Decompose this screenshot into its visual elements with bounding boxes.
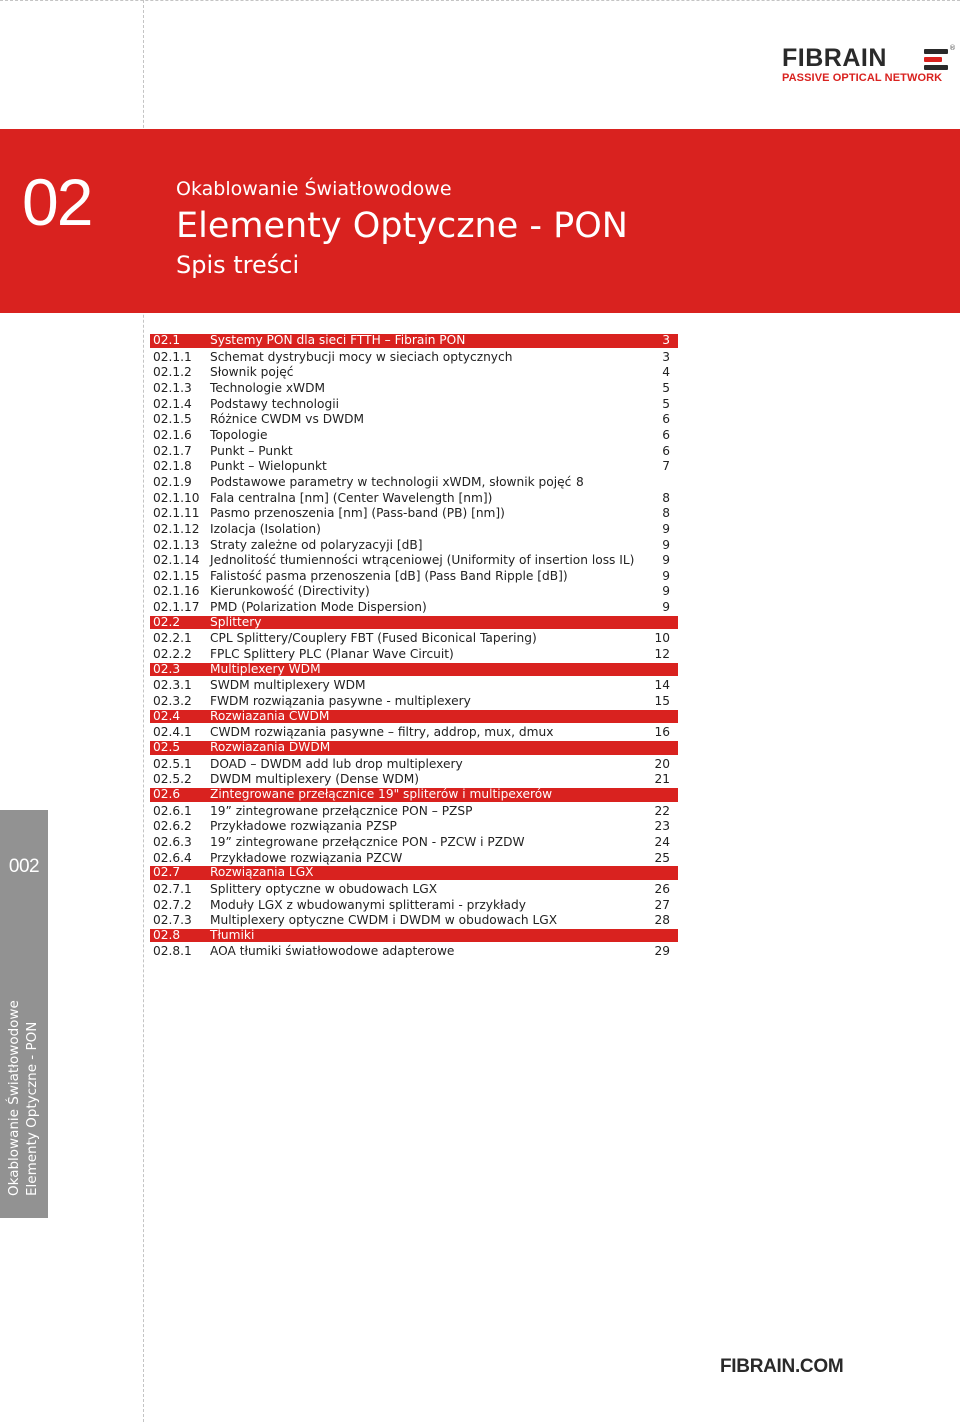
toc-page-number: 21 [654, 772, 670, 787]
toc-number: 02.1.5 [153, 412, 192, 427]
toc-entry-row [150, 350, 678, 366]
toc-number: 02.1.8 [153, 459, 192, 474]
toc-entry-row [150, 772, 678, 788]
vertical-titles [0, 990, 48, 1210]
page-number: 002 [8, 856, 40, 877]
toc-number: 02.1.11 [153, 506, 200, 521]
toc-entry-row [150, 678, 678, 694]
toc-number: 02.7 [153, 865, 181, 880]
toc-number: 02.6 [153, 786, 181, 801]
toc-page-number: 22 [654, 803, 670, 818]
toc-title: Systemy PON dla sieci FTTH – Fibrain PON [210, 333, 466, 347]
toc-number: 02.3 [153, 661, 181, 676]
toc-number: 02.1 [153, 333, 181, 347]
chapter-number: 02 [22, 165, 92, 239]
toc-page-number: 20 [654, 756, 670, 771]
side-strip [0, 810, 48, 1218]
toc-number: 02.6.2 [153, 819, 192, 834]
toc-entry-row [150, 412, 678, 428]
toc-number: 02.1.17 [153, 600, 200, 615]
logo-stripes-icon [924, 49, 948, 71]
toc-entry-row [150, 397, 678, 413]
toc-title: Kierunkowość (Directivity) [210, 584, 370, 599]
footer-website: FIBRAIN.COM [720, 1356, 844, 1377]
fibrain-logo [782, 42, 956, 92]
toc-section-row [150, 710, 678, 724]
toc-number: 02.1.10 [153, 490, 200, 505]
toc-number: 02.1.1 [153, 349, 192, 364]
toc-number: 02.1.13 [153, 537, 200, 552]
toc-page-number: 8 [662, 506, 670, 521]
toc-page-number: 8 [662, 490, 670, 505]
toc-number: 02.1.9 [153, 474, 192, 489]
toc-title: Multiplexery WDM [210, 661, 321, 676]
toc-number: 02.5.1 [153, 756, 192, 771]
toc-number: 02.5.2 [153, 772, 192, 787]
toc-entry-row [150, 522, 678, 538]
toc-number: 02.1.3 [153, 380, 192, 395]
toc-entry-row [150, 647, 678, 663]
toc-page-number: 16 [654, 725, 670, 740]
toc-page-number: 6 [662, 412, 670, 427]
toc-number: 02.2.1 [153, 631, 192, 646]
toc-page-number: 9 [662, 584, 670, 599]
toc-entry-row [150, 584, 678, 600]
toc-number: 02.2.2 [153, 647, 192, 662]
toc-entry-row [150, 569, 678, 585]
toc-number: 02.3.1 [153, 678, 192, 693]
toc-title: Rozwiazania DWDM [210, 740, 331, 754]
toc-title: Multiplexery optyczne CWDM i DWDM w obudowach LGX [210, 913, 558, 928]
toc-page-number: 24 [654, 834, 670, 849]
toc-entry-row [150, 819, 678, 835]
toc-entry-row [150, 944, 678, 960]
toc-title: 19” zintegrowane przełącznice PON - PZCW i PZDW [210, 834, 525, 849]
toc-page-number: 7 [662, 459, 670, 474]
toc-entry-row [150, 757, 678, 773]
toc-title: DWDM multiplexery (Dense WDM) [210, 772, 419, 787]
toc-page-number: 6 [662, 427, 670, 442]
vertical-title-line1: Okablowanie Światłowodowe [6, 1000, 22, 1196]
toc-page-number: 29 [654, 944, 670, 959]
toc-entry-row [150, 851, 678, 867]
toc-number: 02.1.2 [153, 365, 192, 380]
toc-title: Punkt – Punkt [210, 443, 293, 458]
toc-page-number: 5 [662, 396, 670, 411]
toc-entry-row [150, 506, 678, 522]
toc-number: 02.8 [153, 927, 181, 942]
toc-title: Podstawy technologii [210, 396, 339, 411]
registered-mark: ® [949, 44, 956, 52]
toc-entry-row [150, 444, 678, 460]
banner-title: Elementy Optyczne - PON [176, 206, 628, 246]
toc-entry-row [150, 725, 678, 741]
toc-title: 19” zintegrowane przełącznice PON – PZSP [210, 803, 473, 818]
toc-entry-row [150, 491, 678, 507]
toc-page-number: 23 [654, 819, 670, 834]
toc-section-row [150, 788, 678, 802]
toc-number: 02.1.6 [153, 427, 192, 442]
toc-title: Punkt – Wielopunkt [210, 459, 327, 474]
toc-page-number: 4 [662, 365, 670, 380]
vertical-title-line2: Elementy Optyczne - PON [24, 1021, 40, 1196]
toc-number: 02.6.1 [153, 803, 192, 818]
toc-page-number: 9 [662, 553, 670, 568]
toc-entry-row [150, 898, 678, 914]
toc-entry-row [150, 538, 678, 554]
toc-number: 02.4.1 [153, 725, 192, 740]
toc-page-number: 28 [654, 913, 670, 928]
logo-wordmark: FIBRAIN [782, 44, 887, 72]
toc-title: Izolacja (Isolation) [210, 521, 321, 536]
toc-number: 02.3.2 [153, 694, 192, 709]
toc-number: 02.1.12 [153, 521, 200, 536]
toc-title: FPLC Splittery PLC (Planar Wave Circuit) [210, 647, 454, 662]
crop-guide-top [0, 0, 960, 1]
toc-entry-row [150, 475, 678, 491]
toc-title: Falistość pasma przenoszenia [dB] (Pass Band Ripple [dB]) [210, 568, 568, 583]
toc-number: 02.4 [153, 708, 181, 723]
toc-title: CPL Splittery/Couplery FBT (Fused Biconical Tapering) [210, 631, 537, 646]
toc-title: Straty zależne od polaryzacyji [dB] [210, 537, 423, 552]
banner-category: Okablowanie Światłowodowe [176, 178, 452, 200]
toc-number: 02.1.4 [153, 396, 192, 411]
toc-entry-row [150, 913, 678, 929]
toc-number: 02.7.2 [153, 897, 192, 912]
toc-entry-row [150, 882, 678, 898]
toc-title: Splittery [210, 614, 262, 629]
toc-page-number: 15 [654, 694, 670, 709]
toc-number: 02.5 [153, 740, 181, 754]
toc-section-row [150, 741, 678, 755]
toc-entry-row [150, 365, 678, 381]
toc-title: Przykładowe rozwiązania PZSP [210, 819, 397, 834]
toc-title: Tłumiki [210, 927, 255, 942]
toc-title: Technologie xWDM [210, 380, 325, 395]
toc-title: Zintegrowane przełącznice 19" spliterów i multipexerów [210, 786, 553, 801]
toc-section-row [150, 334, 678, 348]
toc-page-number: 9 [662, 537, 670, 552]
toc-page-number: 5 [662, 380, 670, 395]
toc-entry-row [150, 631, 678, 647]
toc-title: AOA tłumiki światłowodowe adapterowe [210, 944, 455, 959]
toc-page-number: 6 [662, 443, 670, 458]
toc-entry-row [150, 553, 678, 569]
toc-section-row [150, 616, 678, 630]
toc-number: 02.1.15 [153, 568, 200, 583]
toc-number: 02.1.7 [153, 443, 192, 458]
toc-entry-row [150, 694, 678, 710]
toc-title: Przykładowe rozwiązania PZCW [210, 850, 403, 865]
toc-page-number: 26 [654, 881, 670, 896]
toc-entry-row [150, 804, 678, 820]
toc-page-number: 27 [654, 897, 670, 912]
toc-page-number: 10 [654, 631, 670, 646]
toc-title: Rozwiazania CWDM [210, 708, 330, 723]
toc-page-number: 12 [654, 647, 670, 662]
toc-section-row [150, 866, 678, 880]
toc-number: 02.8.1 [153, 944, 192, 959]
toc-entry-row [150, 381, 678, 397]
toc-title: Rozwiązania LGX [210, 865, 314, 880]
toc-title: Fala centralna [nm] (Center Wavelength [nm]) [210, 490, 493, 505]
toc-page-number: 9 [662, 600, 670, 615]
toc-entry-row [150, 600, 678, 616]
toc-section-row [150, 663, 678, 677]
toc-number: 02.6.3 [153, 834, 192, 849]
toc-title: FWDM rozwiązania pasywne - multiplexery [210, 694, 471, 709]
toc-title: Jednolitość tłumienności wtrąceniowej (Uniformity of insertion loss IL) [210, 553, 635, 568]
toc-page-number: 3 [662, 333, 670, 347]
toc-title: PMD (Polarization Mode Dispersion) [210, 600, 427, 615]
toc-entry-row [150, 459, 678, 475]
toc-page-number: 9 [662, 568, 670, 583]
logo-tagline: PASSIVE OPTICAL NETWORK [782, 72, 943, 84]
toc-title: Topologie [210, 427, 268, 442]
toc-page-number: 8 [576, 474, 584, 489]
table-of-contents [150, 334, 678, 960]
toc-title: Moduły LGX z wbudowanymi splitterami - przykłady [210, 897, 526, 912]
toc-number: 02.2 [153, 614, 181, 629]
toc-page-number: 14 [654, 678, 670, 693]
toc-page-number: 9 [662, 521, 670, 536]
toc-section-row [150, 929, 678, 943]
chapter-banner [0, 129, 960, 313]
toc-title: Schemat dystrybucji mocy w sieciach optycznych [210, 349, 513, 364]
toc-title: SWDM multiplexery WDM [210, 678, 366, 693]
toc-title: Pasmo przenoszenia [nm] (Pass-band (PB) [nm]) [210, 506, 505, 521]
toc-entry-row [150, 835, 678, 851]
toc-entry-row [150, 428, 678, 444]
toc-number: 02.1.14 [153, 553, 200, 568]
toc-title: Słownik pojęć [210, 365, 294, 380]
toc-title: DOAD – DWDM add lub drop multiplexery [210, 756, 463, 771]
toc-number: 02.6.4 [153, 850, 192, 865]
banner-subtitle: Spis treści [176, 251, 300, 279]
toc-page-number: 25 [654, 850, 670, 865]
toc-title: Podstawowe parametry w technologii xWDM, słownik pojęć [210, 474, 572, 489]
toc-page-number: 3 [662, 349, 670, 364]
toc-title: Różnice CWDM vs DWDM [210, 412, 365, 427]
toc-number: 02.7.1 [153, 881, 192, 896]
toc-title: CWDM rozwiązania pasywne – filtry, addrop, mux, dmux [210, 725, 554, 740]
toc-number: 02.1.16 [153, 584, 200, 599]
toc-title: Splittery optyczne w obudowach LGX [210, 881, 438, 896]
toc-number: 02.7.3 [153, 913, 192, 928]
